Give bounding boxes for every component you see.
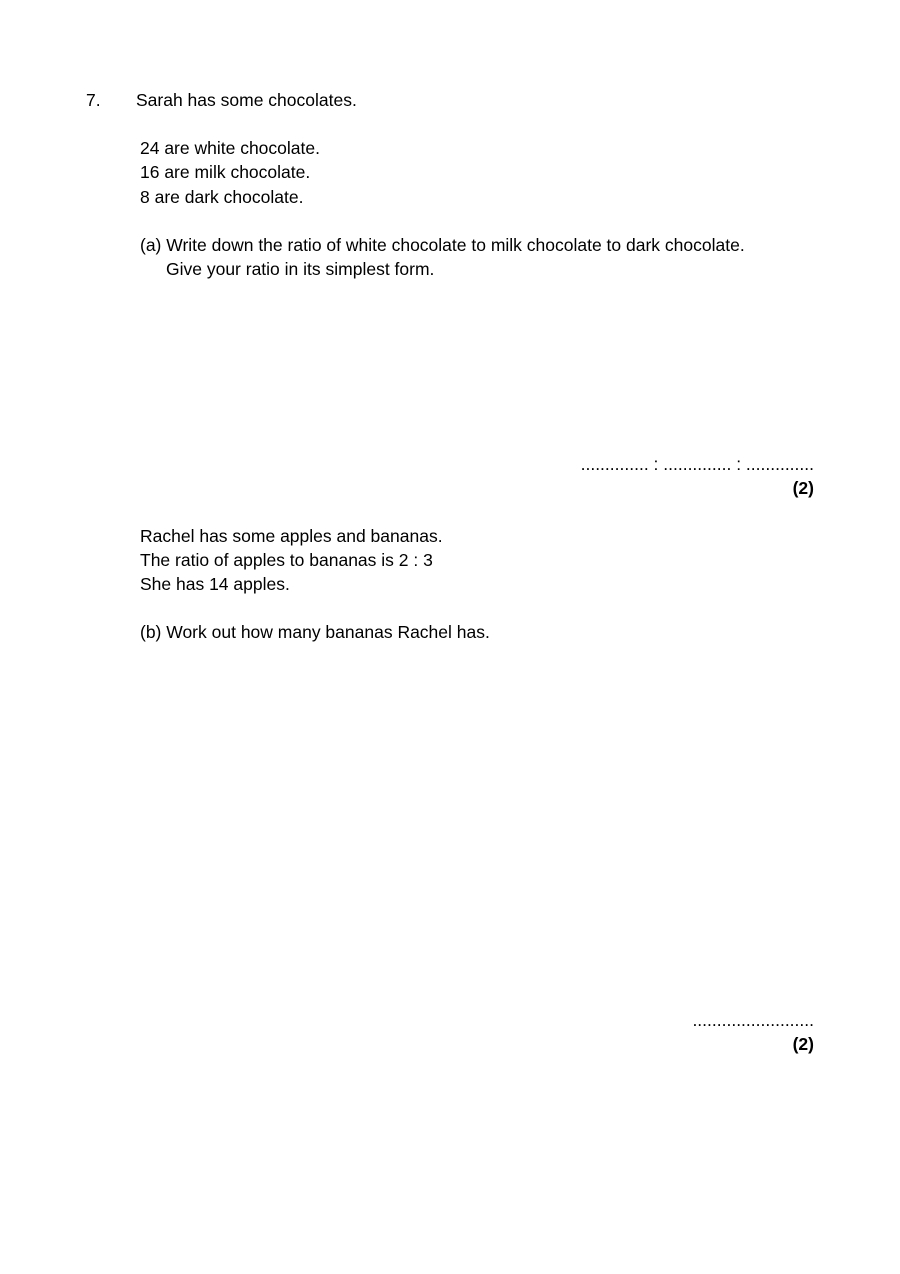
- part-a-instruction: Give your ratio in its simplest form.: [166, 259, 435, 279]
- question-intro: Sarah has some chocolates.: [136, 90, 357, 110]
- part-a-marks: (2): [792, 478, 814, 498]
- fact-dark: 8 are dark chocolate.: [140, 187, 304, 207]
- fact-milk: 16 are milk chocolate.: [140, 162, 311, 182]
- question-number: 7.: [86, 90, 101, 110]
- fact-white: 24 are white chocolate.: [140, 138, 320, 158]
- part-a-question: (a) Write down the ratio of white chocolate to milk chocolate to dark chocolate.: [140, 235, 745, 255]
- part-b-answer-line[interactable]: .........................: [692, 1010, 814, 1030]
- context-b-line-2: The ratio of apples to bananas is 2 : 3: [140, 550, 433, 570]
- part-b-question: (b) Work out how many bananas Rachel has.: [140, 622, 490, 642]
- context-b-line-1: Rachel has some apples and bananas.: [140, 526, 443, 546]
- part-b-marks: (2): [792, 1034, 814, 1054]
- context-b-line-3: She has 14 apples.: [140, 574, 290, 594]
- part-a-answer-line[interactable]: .............. : .............. : ..............: [580, 454, 814, 474]
